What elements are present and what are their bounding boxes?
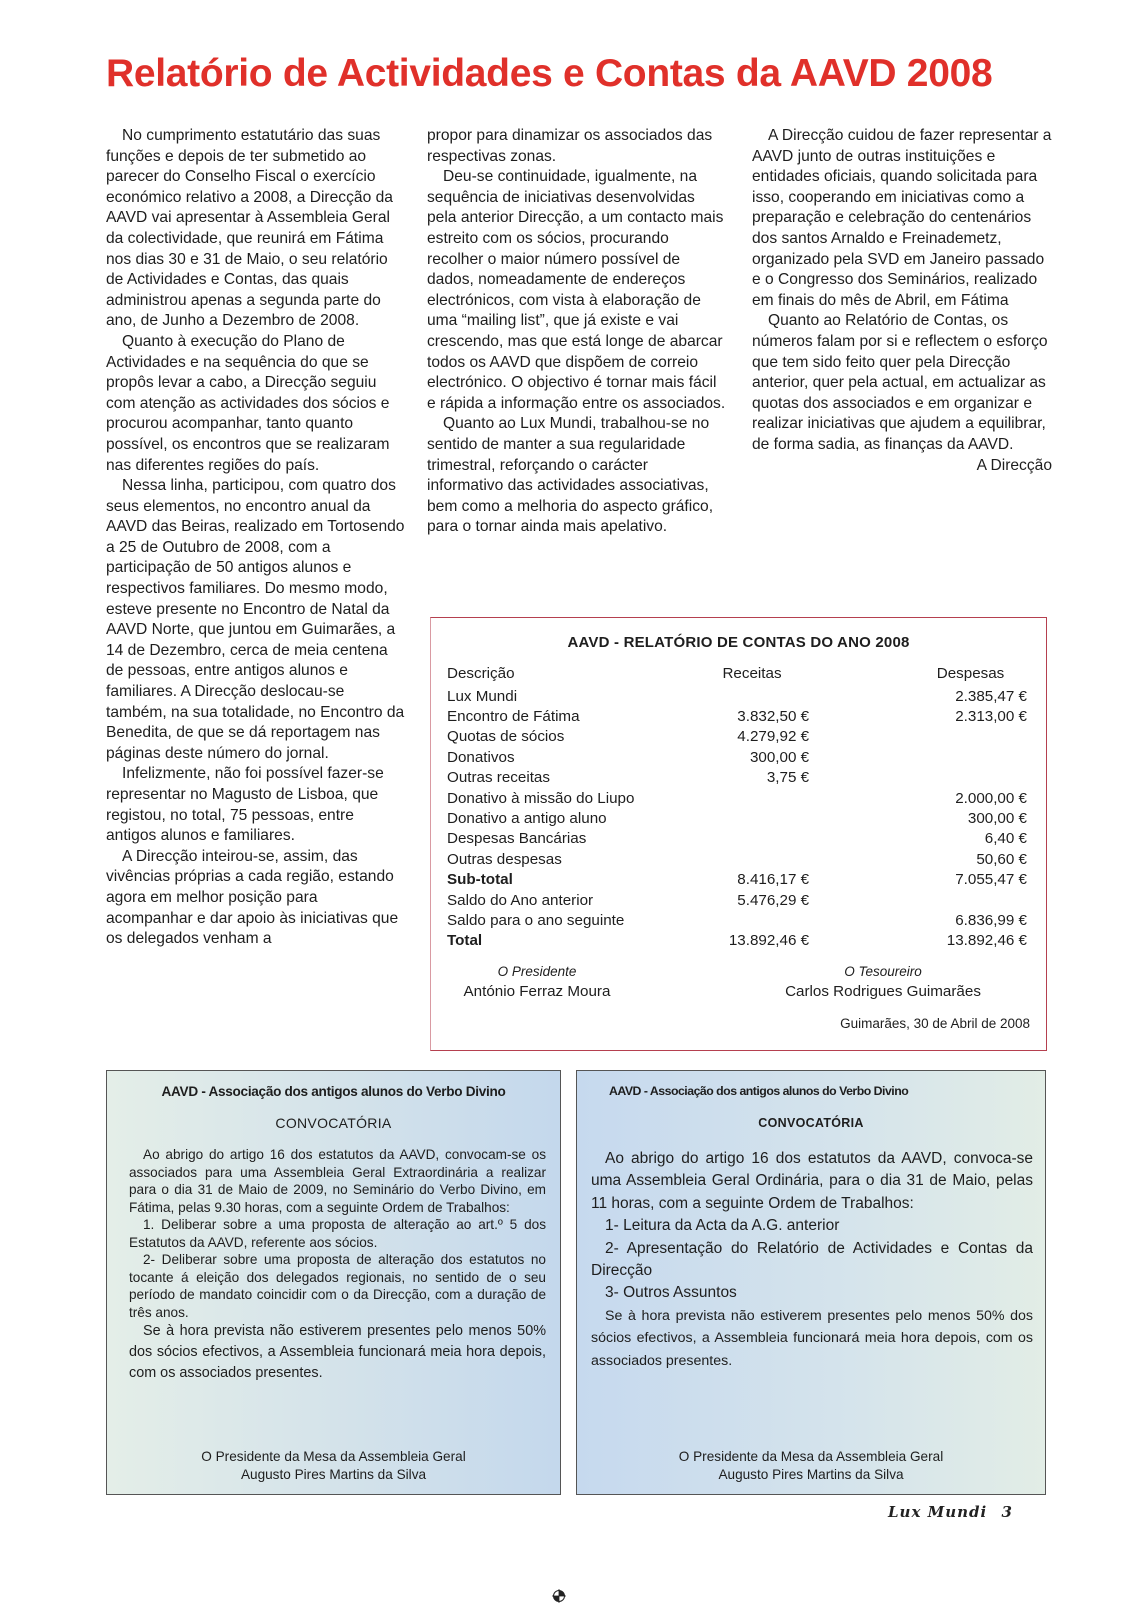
agenda-item: 3- Outros Assuntos [605, 1284, 737, 1302]
agenda-item: 2- Apresentação do Relatório de Actividades e Contas da Direcção [591, 1239, 1033, 1280]
table-row [447, 829, 1027, 849]
table-row [447, 849, 1027, 869]
row-income [667, 849, 809, 869]
table-row [447, 747, 1027, 767]
treasurer-name: Carlos Rodrigues Guimarães [785, 983, 981, 1000]
page-title: Relatório de Actividades e Contas da AAVD 2008 [106, 52, 993, 95]
page-footer [888, 1503, 1013, 1521]
subtotal-row [447, 870, 1027, 890]
president-name: António Ferraz Moura [463, 983, 611, 1000]
row-description: Donativos [447, 748, 515, 766]
row-income [667, 788, 809, 808]
row-expenses: 300,00 € [967, 810, 1027, 828]
table-row [447, 890, 1027, 910]
convocation-body [577, 1148, 1045, 1372]
row-expenses [914, 768, 1027, 788]
convocation-title: CONVOCATÓRIA [758, 1115, 864, 1130]
convocation-signature [577, 1448, 1045, 1484]
column-header-expenses: Despesas [936, 664, 1005, 682]
agenda-item: 2- Deliberar sobre uma proposta de alteração dos estatutos no tocante á eleição dos delegados regionais, no sentido de o seu período de mandato coincidir com o da Direcção, com a duração de três anos. [129, 1252, 546, 1320]
row-income [667, 808, 809, 828]
article-paragraph: propor para dinamizar os associados das respectivas zonas. [427, 127, 713, 165]
treasurer-signature [763, 963, 1003, 1003]
row-expenses: 2.000,00 € [955, 789, 1027, 807]
article-paragraph: Nessa linha, participou, com quatro dos seus elementos, no encontro anual da AAVD das Beiras, realizado em Tortosendo a 25 de Outubro de 2008, com a participação de 50 antigos alunos e respectivos familiares. Do mesmo modo, esteve presente no Encontro de Natal da AAVD Norte, que juntou em Guimarães, a 14 de Dezembro, cerca de meia centena de pessoas, entre antigos alunos e familiares. A Direcção deslocau-se também, na sua totalidade, no Encontro da Benedita, de que se dá reportagem nas páginas deste número do jornal. [106, 477, 405, 762]
place-date: Guimarães, 30 de Abril de 2008 [840, 1016, 1030, 1031]
convocation-paragraph: Ao abrigo do artigo 16 dos estatutos da AAVD, convoca-se uma Assembleia Geral Ordinária, para o dia 31 de Maio, pelas 11 horas, com a seguinte Ordem de Trabalhos: [591, 1150, 1033, 1212]
row-description: Sub-total [447, 871, 513, 889]
table-row [447, 727, 1027, 747]
article-paragraph: No cumprimento estatutário das suas funções e depois de ter submetido ao parecer do Conselho Fiscal o exercício económico relativo a 2008, a Direcção da AAVD vai apresentar à Assembleia Geral da colectividade, que reunirá em Fátima nos dias 30 e 31 de Maio, o seu relatório de Actividades e Contas, das quais administrou apenas a segunda parte do ano, de Junho a Dezembro de 2008. [106, 127, 393, 330]
row-expenses: 6.836,99 € [955, 911, 1027, 929]
table-row [447, 788, 1027, 808]
row-expenses [914, 727, 1027, 747]
row-income [667, 686, 809, 706]
row-expenses: 2.313,00 € [955, 708, 1027, 726]
article-paragraph: A Direcção cuidou de fazer representar a AAVD junto de outras instituições e entidades oficiais, quando solicitada para isso, cooperando em iniciativas como a preparação e celebração do centenários dos santos Arnaldo e Freinademetz, organizado pela SVD em Janeiro passado e o Congresso dos Seminários, realizado em finais do mês de Abril, em Fátima [752, 127, 1052, 309]
convocation-title: CONVOCATÓRIA [275, 1114, 392, 1131]
row-description: Total [447, 932, 483, 950]
signer-role: O Presidente da Mesa da Assembleia Geral [678, 1449, 944, 1464]
row-income: 3,75 € [766, 769, 810, 787]
table-row [447, 768, 1027, 788]
row-description: Encontro de Fátima [447, 708, 580, 726]
row-income [667, 829, 809, 849]
row-description: Lux Mundi [447, 687, 518, 705]
article-paragraph: Quanto ao Relatório de Contas, os números falam por si e reflectem o esforço que tem sido feito quer pela Direcção anterior, quer pela actual, em actualizar as quotas dos associados e em organizar e realizar iniciativas que ajudem a equilibrar, de forma sadia, as finanças da AAVD. [752, 312, 1048, 453]
table-row [447, 808, 1027, 828]
row-expenses: 2.385,47 € [955, 687, 1027, 705]
article-paragraph: Deu-se continuidade, igualmente, na sequência de iniciativas desenvolvidas pela anterior Direcção, a um contacto mais estreito com os sócios, procurando recolher o maior número possível de dados, nomeadamente de endereços electrónicos, com vista à elaboração de uma “mailing list”, que já existe e vai crescendo, mas que está longe de abarcar todos os AAVD que dispõem de correio electrónico. O objectivo é tornar mais fácil e rápida a informação entre os associados. [427, 168, 726, 412]
convocation-extraordinary [106, 1070, 561, 1495]
convocation-org: AAVD - Associação dos antigos alunos do Verbo Divino [609, 1084, 909, 1098]
row-description: Donativo a antigo aluno [447, 810, 607, 828]
row-expenses: 6,40 € [984, 830, 1027, 848]
table-row [447, 706, 1027, 726]
row-expenses: 13.892,46 € [946, 932, 1027, 950]
convocation-paragraph: Se à hora prevista não estiverem presentes pelo menos 50% dos sócios efectivos, a Assembleia funcionará meia hora depois, com os associados presentes. [591, 1307, 1033, 1369]
signer-role: O Presidente da Mesa da Assembleia Geral [201, 1449, 466, 1464]
row-description: Donativo à missão do Liupo [447, 789, 635, 807]
row-expenses [914, 747, 1027, 767]
article-paragraph: Quanto ao Lux Mundi, trabalhou-se no sentido de manter a sua regularidade trimestral, reforçando o carácter informativo das actividades associativas, bem como a melhoria do aspecto gráfico, para o tornar ainda mais apelativo. [427, 415, 714, 536]
row-description: Outras despesas [447, 850, 562, 868]
president-signature [447, 963, 627, 1003]
agenda-item: 1- Leitura da Acta da A.G. anterior [605, 1217, 840, 1235]
article-column-3 [752, 126, 1052, 476]
row-expenses: 7.055,47 € [955, 871, 1027, 889]
row-description: Saldo do Ano anterior [447, 891, 594, 909]
row-description: Despesas Bancárias [447, 830, 587, 848]
president-role: O Presidente [497, 964, 577, 979]
signer-name: Augusto Pires Martins da Silva [718, 1467, 904, 1482]
row-income: 300,00 € [749, 748, 810, 766]
column-header-description: Descrição [447, 664, 515, 682]
row-income: 5.476,29 € [737, 891, 810, 909]
row-income: 4.279,92 € [737, 728, 810, 746]
registration-mark-icon [552, 1589, 566, 1603]
row-income: 13.892,46 € [728, 932, 810, 950]
signer-name: Augusto Pires Martins da Silva [240, 1467, 427, 1482]
row-income: 3.832,50 € [737, 708, 810, 726]
article-signature: A Direcção [976, 456, 1052, 474]
article-column-2 [427, 126, 727, 538]
accounts-table [447, 660, 1027, 951]
row-description: Saldo para o ano seguinte [447, 911, 625, 929]
article-column-1 [106, 126, 406, 950]
convocation-paragraph: Ao abrigo do artigo 16 dos estatutos da AAVD, convocam-se os associados para uma Assembleia Geral Extraordinária a realizar para o dia 31 de Maio de 2009, no Seminário do Verbo Divino, em Fátima, pelas 9.30 horas, com a seguinte Ordem de Trabalhos: [129, 1147, 546, 1215]
accounts-report-box [430, 617, 1047, 1051]
row-income [667, 910, 809, 930]
row-expenses: 50,60 € [976, 850, 1027, 868]
table-row [447, 686, 1027, 706]
row-description: Outras receitas [447, 769, 550, 787]
convocation-ordinary [576, 1070, 1046, 1495]
convocation-body [107, 1146, 560, 1384]
row-description: Quotas de sócios [447, 728, 565, 746]
total-row [447, 931, 1027, 951]
article-paragraph: Quanto à execução do Plano de Actividades e na sequência do que se propôs levar a cabo, a Direcção seguiu com atenção as actividades dos sócios e procurou acompanhar, tanto quanto possível, os encontros que se realizaram nas diferentes regiões do país. [106, 332, 390, 474]
convocation-signature [107, 1448, 560, 1484]
table-header-row [447, 660, 1027, 686]
convocation-paragraph: Se à hora prevista não estiverem presentes pelo menos 50% dos sócios efectivos, a Assembleia funcionará meia hora depois, com os associados presentes. [129, 1323, 546, 1381]
agenda-item: 1. Deliberar sobre a uma proposta de alteração ao art.º 5 dos Estatutos da AAVD, referente aos sócios. [129, 1217, 546, 1250]
accounts-title: AAVD - RELATÓRIO DE CONTAS DO ANO 2008 [567, 634, 910, 651]
publication-name: Lux Mundi [888, 1503, 988, 1521]
table-row [447, 910, 1027, 930]
article-paragraph: A Direcção inteirou-se, assim, das vivências próprias a cada região, estando agora em melhor posição para acompanhar e dar apoio às iniciativas que os delegados venham a [106, 847, 399, 948]
column-header-income: Receitas [722, 664, 782, 682]
row-income: 8.416,17 € [737, 871, 810, 889]
article-paragraph: Infelizmente, não foi possível fazer-se representar no Magusto de Lisboa, que registou, no total, 75 pessoas, entre antigos alunos e familiares. [106, 765, 384, 845]
row-expenses [914, 890, 1027, 910]
convocation-org: AAVD - Associação dos antigos alunos do Verbo Divino [161, 1084, 506, 1099]
treasurer-role: O Tesoureiro [844, 964, 922, 979]
page-number: 3 [1001, 1503, 1013, 1521]
